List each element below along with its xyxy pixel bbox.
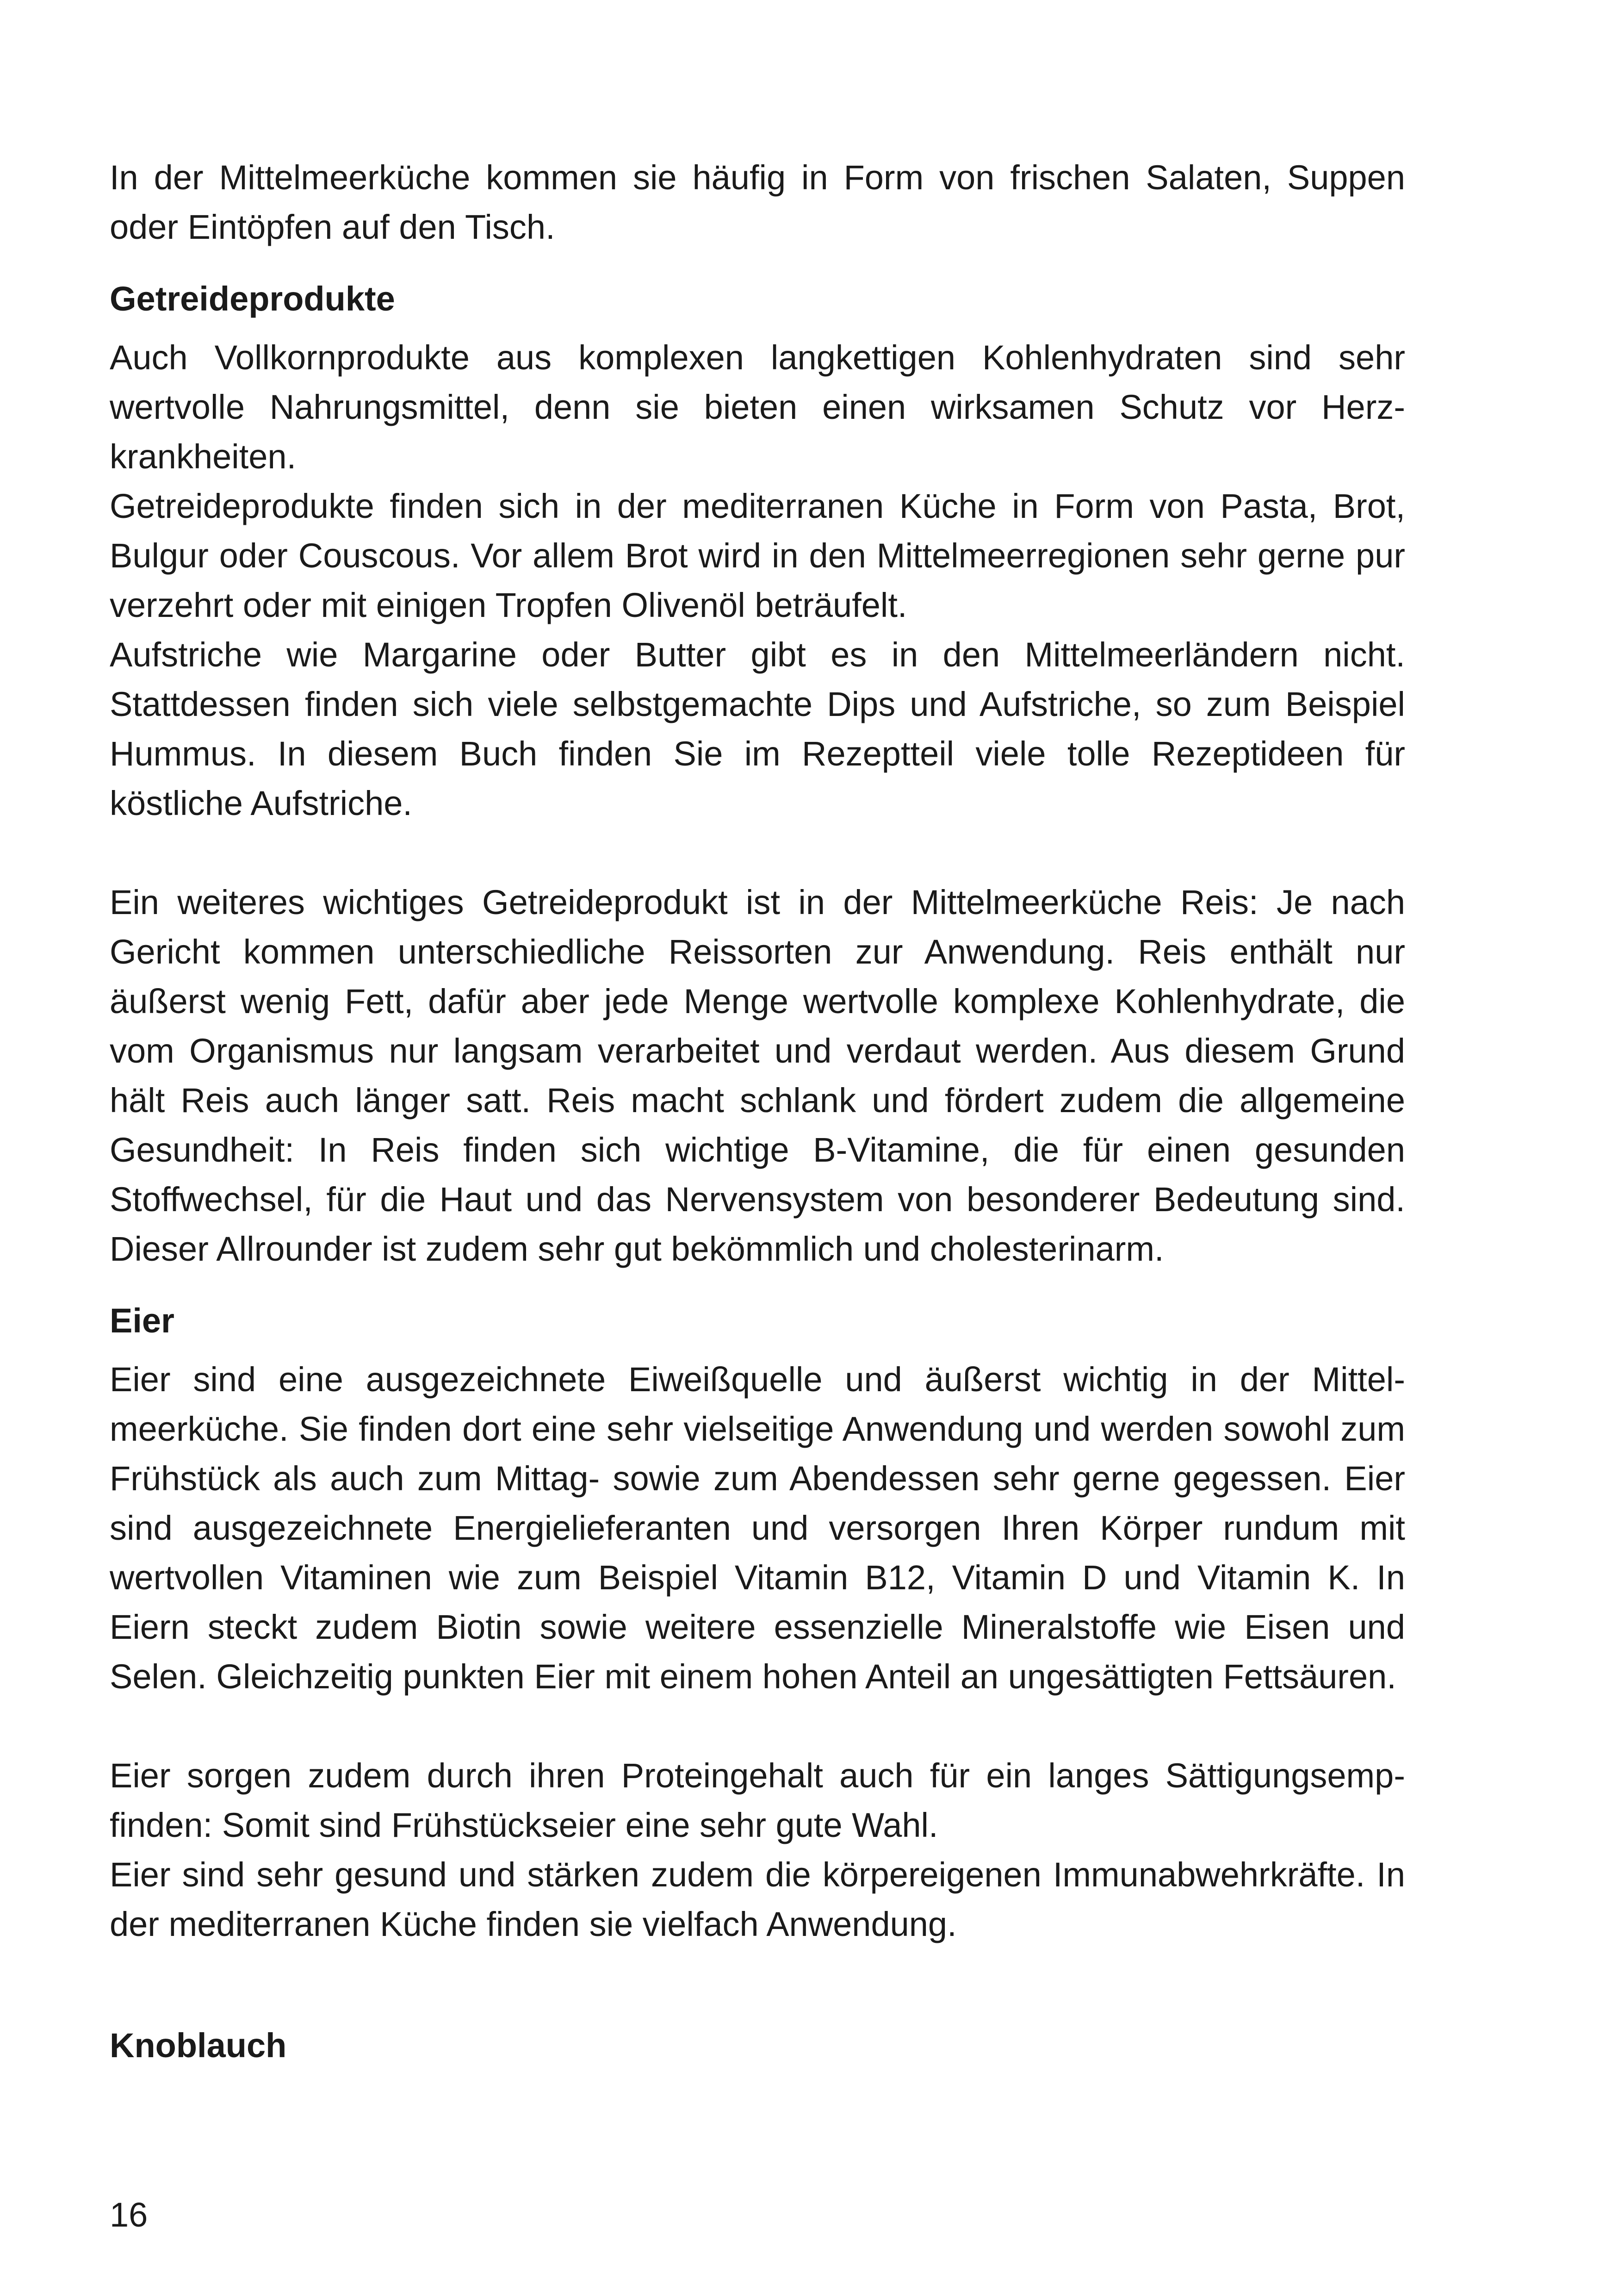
paragraph: Eier sind eine ausgezeichnete Eiweißquelle und äußerst wichtig in der Mittelmeerküche. Sie finden dort eine sehr vielseitige Anwendung und werden sowohl zum Frühstück als auch zum Mittag- sowie zum Abendessen sehr gerne gegessen. Eier sind ausgezeichnete Energielieferanten und versorgen Ihren Körper rundum mit wertvollen Vitaminen wie zum Beispiel Vitamin B12, Vitamin D und Vitamin K. In Eiern steckt zudem Biotin sowie weitere essenzielle Mineralstoffe wie Eisen und Selen. Gleichzeitig punkten Eier mit einem hohen Anteil an ungesättigten Fettsäuren. <box>110 1360 1405 1696</box>
paragraph: Eier sorgen zudem durch ihren Proteingehalt auch für ein langes Sättigungsempfinden: Somit sind Frühstückseier eine sehr gute Wahl. <box>110 1756 1405 1844</box>
paragraph: Ein weiteres wichtiges Getreideprodukt ist in der Mittelmeerküche Reis: Je nach Gericht kommen unterschiedliche Reissorten zur Anwendung. Reis enthält nur äußerst wenig Fett, dafür aber jede Menge wertvolle komplexe Kohlenhydrate, die vom Organismus nur langsam verarbeitet und verdaut werden. Aus diesem Grund hält Reis auch länger satt. Reis macht schlank und fördert zudem die allgemeine Gesundheit: In Reis finden sich wichtige B-Vitamine, die für einen gesunden Stoffwechsel, für die Haut und das Nervensystem von besonderer Bedeutung sind. Dieser Allrounder ist zudem sehr gut bekömmlich und cholesterinarm. <box>110 883 1405 1268</box>
paragraph: Getreideprodukte finden sich in der mediterranen Küche in Form von Pasta, Brot, Bulgur oder Couscous. Vor allem Brot wird in den Mittelmeerregionen sehr gerne pur verzehrt oder mit einigen Tropfen Olivenöl beträufelt. <box>110 487 1405 624</box>
paragraph: Auch Vollkornprodukte aus komplexen langkettigen Kohlenhydraten sind sehr wertvolle Nahrungsmittel, denn sie bieten einen wirksamen Schutz vor Herzkrankheiten. <box>110 338 1405 476</box>
section-heading-knoblauch: Knoblauch <box>110 2026 287 2065</box>
paragraph: Eier sind sehr gesund und stärken zudem die körpereigenen Immunabwehrkräfte. In der mediterranen Küche finden sie vielfach Anwendung. <box>110 1855 1405 1943</box>
section-heading-eier: Eier <box>110 1301 174 1340</box>
intro-paragraph: In der Mittelmeerküche kommen sie häufig in Form von frischen Salaten, Suppen oder Eintöpfen auf den Tisch. <box>110 158 1405 246</box>
paragraph: Aufstriche wie Margarine oder Butter gibt es in den Mittelmeerländern nicht. Stattdessen finden sich viele selbstgemachte Dips und Aufstriche, so zum Beispiel Hummus. In diesem Buch finden Sie im Rezeptteil viele tolle Rezeptideen für köstliche Aufstriche. <box>110 635 1405 822</box>
page-body <box>110 153 1405 2070</box>
page-number: 16 <box>110 2196 148 2234</box>
section-heading-getreideprodukte: Getreideprodukte <box>110 280 395 318</box>
